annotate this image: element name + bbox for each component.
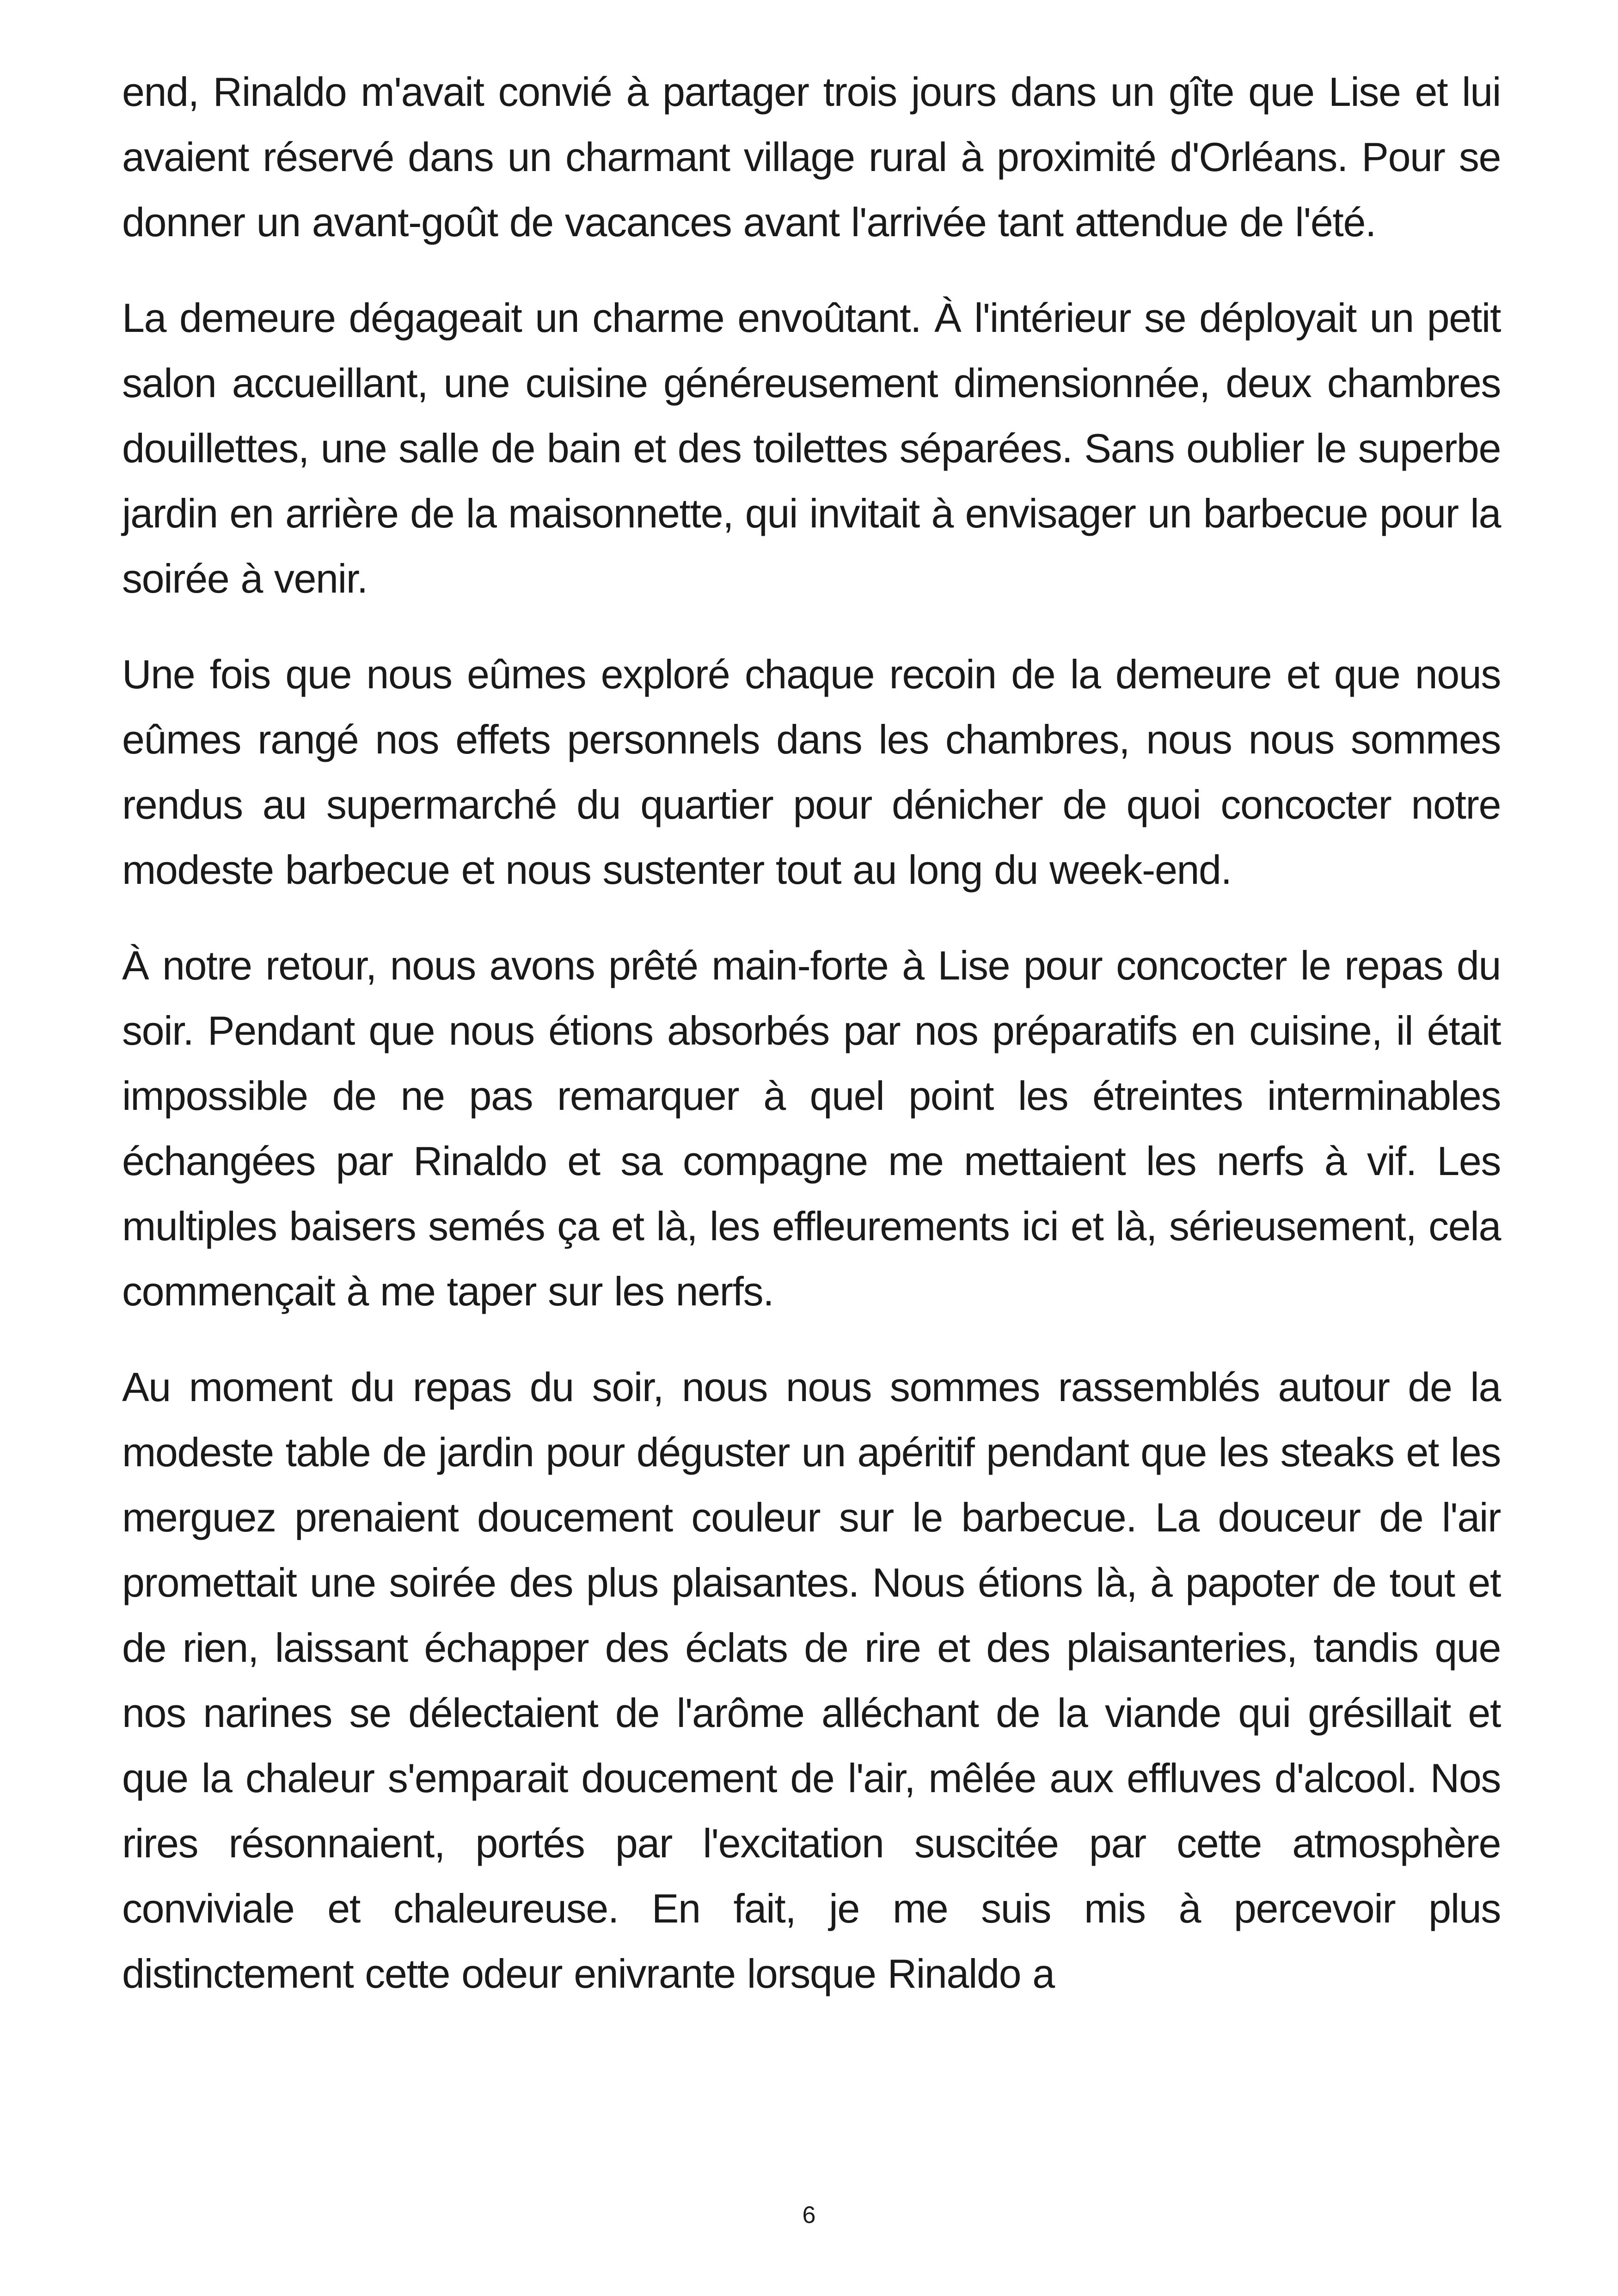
paragraph-2: La demeure dégageait un charme envoûtant. À l'intérieur se déployait un petit salon accueillant, une cuisine généreusement dimensionnée, deux chambres douillettes, une salle de bain et des toilettes séparées. Sans oublier le superbe jardin en arrière de la maisonnette, qui invitait à envisager un barbecue pour la soirée à venir.: [122, 295, 1501, 601]
page-number: 6: [802, 2202, 816, 2229]
paragraph-3: Une fois que nous eûmes exploré chaque recoin de la demeure et que nous eûmes rangé nos effets personnels dans les chambres, nous nous sommes rendus au supermarché du quartier pour dénicher de quoi concocter notre modeste barbecue et nous sustenter tout au long du week-end.: [122, 651, 1501, 893]
body-text: [122, 59, 1501, 2037]
paragraph-1: end, Rinaldo m'avait convié à partager trois jours dans un gîte que Lise et lui avaient réservé dans un charmant village rural à proximité d'Orléans. Pour se donner un avant-goût de vacances avant l'arrivée tant attendue de l'été.: [122, 69, 1501, 245]
paragraph-5: Au moment du repas du soir, nous nous sommes rassemblés autour de la modeste table de jardin pour déguster un apéritif pendant que les steaks et les merguez prenaient doucement couleur sur le barbecue. La douceur de l'air promettait une soirée des plus plaisantes. Nous étions là, à papoter de tout et de rien, laissant échapper des éclats de rire et des plaisanteries, tandis que nos narines se délectaient de l'arôme alléchant de la viande qui grésillait et que la chaleur s'emparait doucement de l'air, mêlée aux effluves d'alcool. Nos rires résonnaient, portés par l'excitation suscitée par cette atmosphère conviviale et chaleureuse. En fait, je me suis mis à percevoir plus distinctement cette odeur enivrante lorsque Rinaldo a: [122, 1364, 1501, 1996]
paragraph-4: À notre retour, nous avons prêté main-forte à Lise pour concocter le repas du soir. Pendant que nous étions absorbés par nos préparatifs en cuisine, il était impossible de ne pas remarquer à quel point les étreintes interminables échangées par Rinaldo et sa compagne me mettaient les nerfs à vif. Les multiples baisers semés ça et là, les effleurements ici et là, sérieusement, cela commençait à me taper sur les nerfs.: [122, 943, 1501, 1314]
